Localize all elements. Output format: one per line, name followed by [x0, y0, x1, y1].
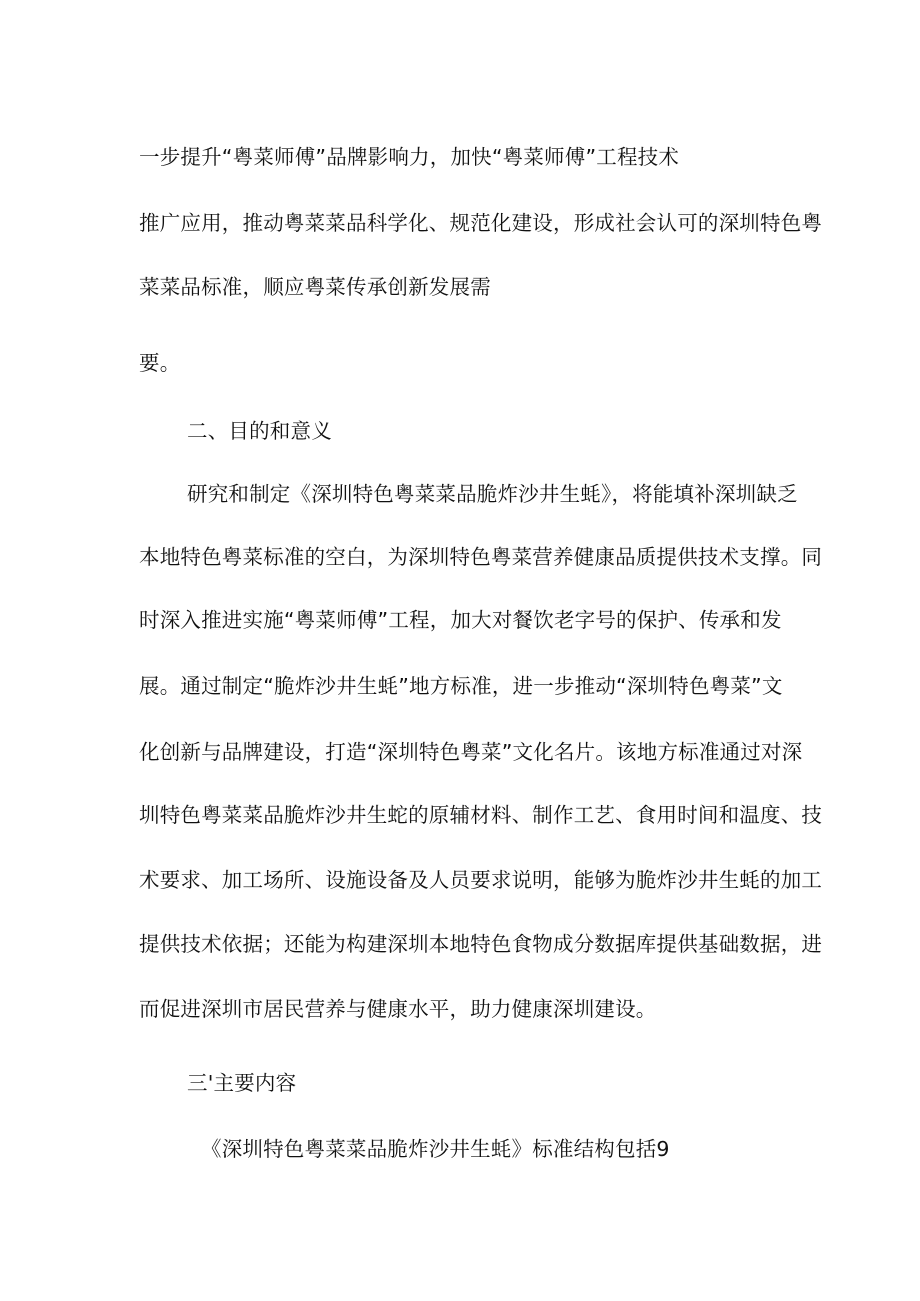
paragraph-line: 本地特色粤菜标准的空白，为深圳特色粤菜营养健康品质提供技术支撑。同: [139, 545, 823, 569]
paragraph-line: 术要求、加工场所、设施设备及人员要求说明，能够为脆炸沙井生蚝的加工: [139, 868, 823, 892]
paragraph-line: 菜菜品标准，顺应粤菜传承创新发展需: [139, 275, 491, 299]
paragraph-line: 而促进深圳市居民营养与健康水平，助力健康深圳建设。: [139, 997, 657, 1021]
paragraph-line: 要。: [139, 351, 181, 375]
paragraph-line: 《深圳特色粤菜菜品脆炸沙井生蚝》标准结构包括9: [201, 1137, 670, 1161]
section-heading: 三'主要内容: [187, 1071, 297, 1095]
paragraph-line: 圳特色粤菜菜品脆炸沙井生蛇的原辅材料、制作工艺、食用时间和温度、技: [139, 803, 823, 827]
paragraph-line: 推广应用，推动粤菜菜品科学化、规范化建设，形成社会认可的深圳特色粤: [139, 211, 823, 235]
paragraph-line: 化创新与品牌建设，打造“深圳特色粤菜”文化名片。该地方标准通过对深: [139, 740, 803, 764]
paragraph-line: 提供技术依据；还能为构建深圳本地特色食物成分数据库提供基础数据，进: [139, 932, 823, 956]
paragraph-line: 时深入推进实施“粤菜师傅”工程，加大对餐饮老字号的保护、传承和发: [139, 608, 782, 632]
section-heading: 二、目的和意义: [187, 419, 332, 443]
paragraph-line: 展。通过制定“脆炸沙井生蚝”地方标准，进一步推动“深圳特色粤菜”文: [139, 674, 783, 698]
paragraph-line: 一步提升“粤菜师傅”品牌影响力，加快“粤菜师傅”工程技术: [139, 145, 680, 169]
paragraph-line: 研究和制定《深圳特色粤菜菜品脆炸沙井生蚝》，将能填补深圳缺乏: [187, 482, 798, 506]
